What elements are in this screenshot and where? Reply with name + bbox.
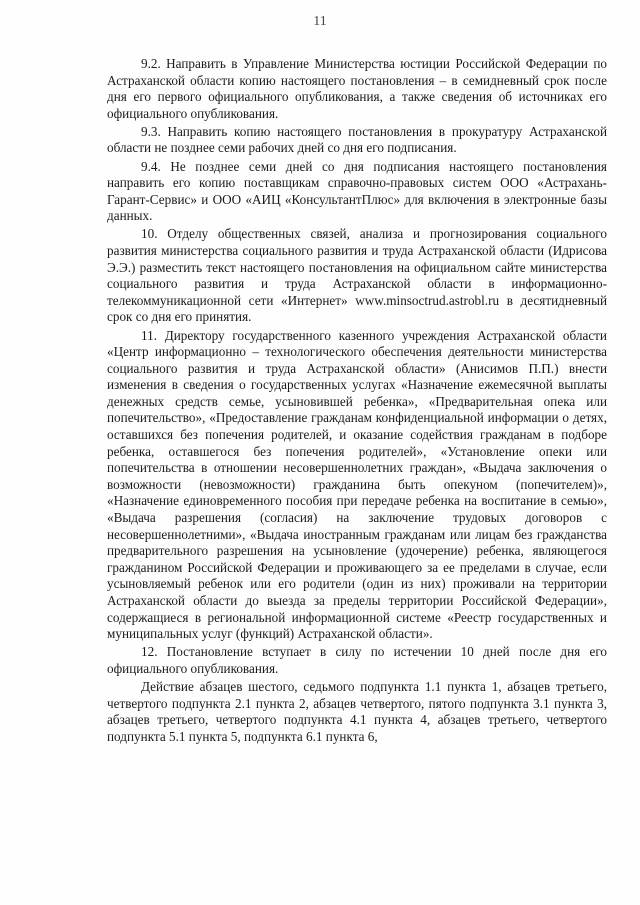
paragraph-12: 12. Постановление вступает в силу по истечении 10 дней после дня его официального опубликования. — [107, 644, 607, 676]
paragraph-effect: Действие абзацев шестого, седьмого подпункта 1.1 пункта 1, абзацев третьего, четвертого подпункта 2.1 пункта 2, абзацев четвертого, пятого подпункта 3.1 пункта 3, абзацев третьего, четвертого подпункта 4.1 пункта 4, абзацев третьего, четвертого подпункта 5.1 пункта 5, подпункта 6.1 пункта 6, — [107, 678, 607, 744]
paragraph-11: 11. Директору государственного казенного учреждения Астраханской области «Центр информационно – технологического обеспечения деятельности министерства социального развития и труда Астраханской области» (Анисимов П.П.) внести изменения в сведения о государственных услугах «Назначение ежемесячной выплаты денежных средств семье, усыновившей ребенка», «Предварительная опека или попечительство», «Предоставление гражданам конфиденциальной информации о детях, оставшихся без попечения родителей, и оказание содействия гражданам в подборе ребенка, оставшегося без попечения родителей», «Установление опеки или попечительства в отношении несовершеннолетних граждан», «Выдача заключения о возможности (невозможности) гражданина быть опекуном (попечителем)», «Назначение единовременного пособия при передаче ребенка на воспитание в семью», «Выдача разрешения (согласия) на заключение трудовых договоров с несовершеннолетними», «Выдача иностранным гражданам или лицам без гражданства предварительного разрешения на усыновление (удочерение) ребенка, являющегося гражданином Российской Федерации и проживающего за ее пределами в случае, если усыновляемый ребенок или его родители (один из них) проживали на территории Астраханской области до выезда за пределы территории Российской Федерации», содержащиеся в региональной информационной системе «Реестр государственных и муниципальных услуг (функций) Астраханской области». — [107, 327, 607, 642]
document-body — [107, 56, 607, 747]
paragraph-10: 10. Отделу общественных связей, анализа и прогнозирования социального развития министерства социального развития и труда Астраханской области (Идрисова Э.Э.) разместить текст настоящего постановления на официальном сайте министерства социального развития и труда Астраханской области в информационно-телекоммуникационной сети «Интернет» www.minsoctrud.astrobl.ru в десятидневный срок со дня его принятия. — [107, 226, 607, 325]
paragraph-9-3: 9.3. Направить копию настоящего постановления в прокуратуру Астраханской области не позднее семи рабочих дней со дня его подписания. — [107, 123, 607, 156]
page-number: 11 — [313, 14, 327, 29]
paragraph-9-2: 9.2. Направить в Управление Министерства юстиции Российской Федерации по Астраханской области копию настоящего постановления – в семидневный срок после дня его первого официального опубликования, а также сведения об источниках его официального опубликования. — [107, 56, 607, 121]
paragraph-9-4: 9.4. Не позднее семи дней со дня подписания настоящего постановления направить его копию поставщикам справочно-правовых систем ООО «Астрахань-Гарант-Сервис» и ООО «АИЦ «КонсультантПлюс» для включения в электронные базы данных. — [107, 158, 607, 224]
